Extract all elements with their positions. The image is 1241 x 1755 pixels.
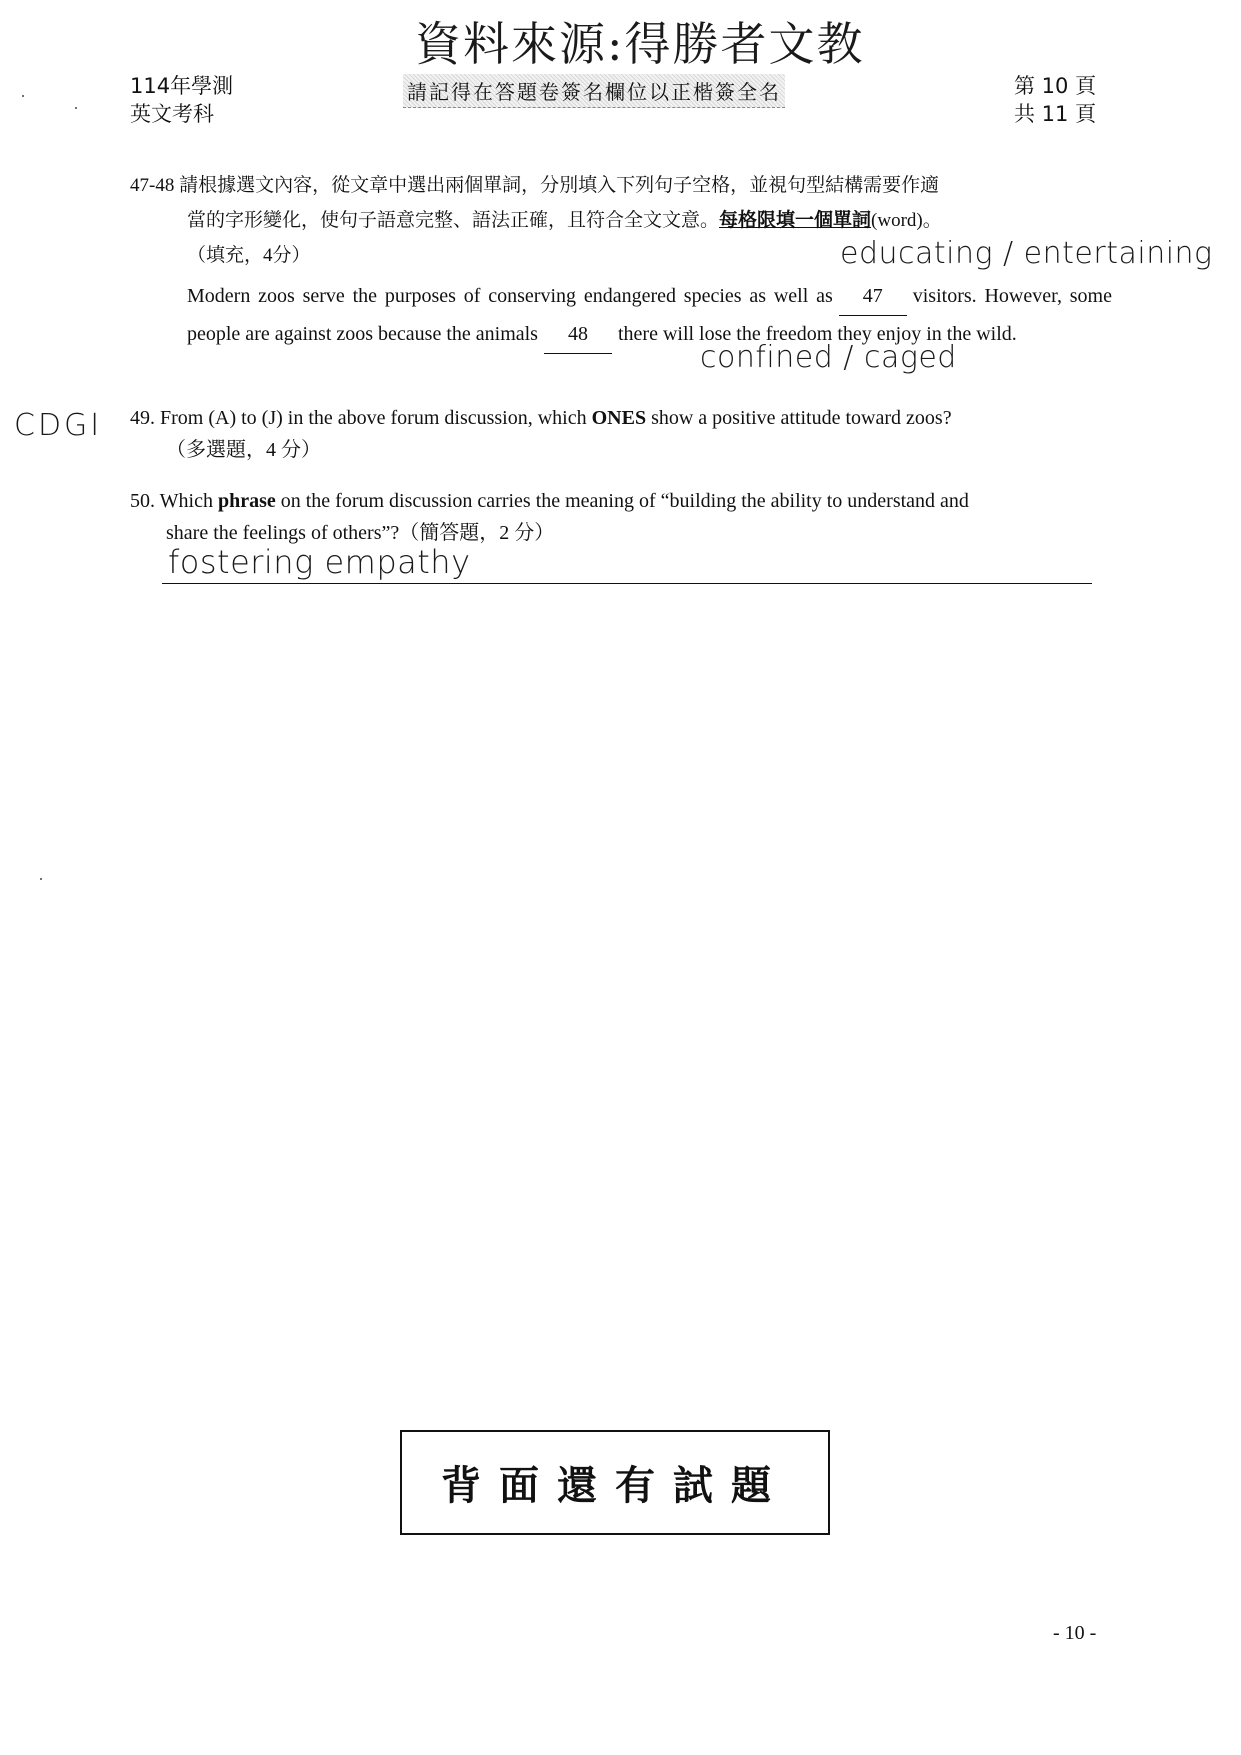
back-page-notice-box — [400, 1430, 830, 1535]
question-50: 50. Which phrase on the forum discussion carries the meaning of “building the ability to understand and share the feelings of others”?（簡答題，2 分） — [130, 490, 969, 544]
scan-speck — [75, 107, 77, 109]
question-number: 49. — [130, 407, 155, 429]
question-number: 47-48 — [130, 175, 175, 196]
points-label: （填充，4分） — [187, 245, 311, 266]
scan-speck — [22, 95, 24, 97]
exam-info — [130, 72, 233, 128]
handwritten-answer-47: educating / entertaining — [840, 236, 1213, 271]
handwritten-answer-50: fostering empathy — [168, 543, 471, 581]
points-label: （簡答題，2 分） — [399, 522, 555, 544]
page-number: - 10 - — [1053, 1622, 1097, 1644]
cloze-passage: Modern zoos serve the purposes of conserving endangered species as well as 47 visitors. However, some people are against zoos because the animals 48 there will lose the freedom they enjoy in the wild. — [187, 278, 1112, 354]
exam-subject: 英文考科 — [130, 102, 214, 126]
word-limit-note: 每格限填一個單詞 — [719, 210, 872, 231]
points-label: （多選題，4 分） — [166, 439, 321, 461]
handwritten-answer-48: confined / caged — [700, 340, 957, 375]
page-total: 共 11 頁 — [1014, 102, 1097, 126]
back-page-notice: 背面還有試題 — [441, 1462, 789, 1509]
blank-47[interactable]: 47 — [839, 278, 907, 316]
handwritten-answer-49: CDGI — [14, 408, 103, 443]
blank-48[interactable]: 48 — [544, 316, 612, 354]
exam-year: 114年學測 — [130, 74, 234, 98]
question-47-48-instruction: 47-48 請根據選文內容，從文章中選出兩個單詞，分別填入下列句子空格，並視句型結構需要作適 當的字形變化，使句子語意完整、語法正確，且符合全文文意。每格限填一個單詞(word)。 （填充，4分） — [130, 168, 1130, 273]
scan-speck — [40, 878, 42, 880]
source-title: 資料來源:得勝者文教 — [415, 17, 865, 71]
signature-notice: 請記得在答題卷簽名欄位以正楷簽全名 — [403, 74, 785, 108]
page-current: 第 10 頁 — [1014, 74, 1097, 98]
answer-line[interactable] — [162, 582, 1092, 584]
page-info — [1014, 72, 1096, 128]
question-number: 50. — [130, 490, 155, 512]
question-49: 49. From (A) to (J) in the above forum discussion, which ONES show a positive attitude toward zoos? （多選題，4 分） — [130, 402, 1130, 466]
